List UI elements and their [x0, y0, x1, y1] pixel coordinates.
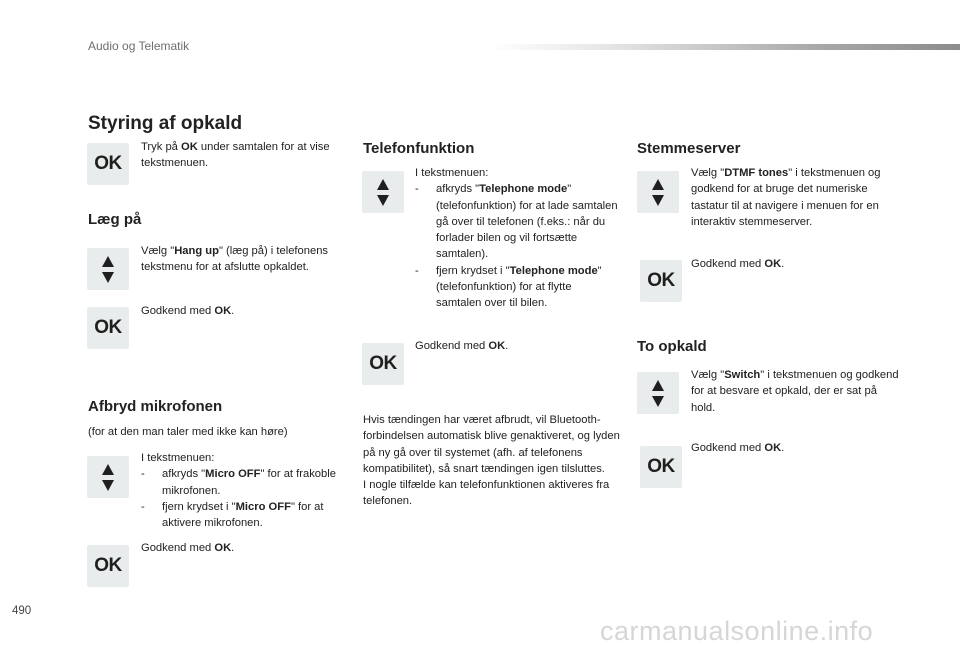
mute-heading: Afbryd mikrofonen	[88, 398, 223, 415]
phone-mode-menu	[415, 165, 620, 312]
ok-button: OK	[87, 143, 129, 185]
ok-button: OK	[640, 446, 682, 488]
list-item: - fjern krydset i "Telephone mode" (telefonfunktion) for at flytte samtalen over til bilen.	[415, 264, 602, 310]
hangup-text: Vælg "Hang up" (læg på) i telefonens tekstmenu for at afslutte opkaldet.	[141, 245, 329, 274]
two-calls-confirm: Godkend med OK.	[691, 442, 785, 454]
up-down-arrows-icon	[87, 456, 129, 498]
arrow-down-icon	[377, 195, 389, 206]
mute-note: (for at den man taler med ikke kan høre)	[88, 426, 288, 438]
ok-button: OK	[362, 343, 404, 385]
page-number: 490	[12, 605, 32, 617]
list-item: - afkryds "Telephone mode" (telefonfunktion) for at lade samtalen gå over til telefonen (f.eks.: når du forlader bilen og vil fortsætte samtalen).	[415, 183, 618, 261]
arrow-up-icon	[652, 179, 664, 190]
arrow-down-icon	[102, 272, 114, 283]
up-down-arrows-icon	[637, 171, 679, 213]
arrow-down-icon	[652, 195, 664, 206]
list-item: - afkryds "Micro OFF" for at frakoble mikrofonen.	[141, 468, 336, 497]
ok-button: OK	[87, 545, 129, 587]
two-calls-text: Vælg "Switch" i tekstmenuen og godkend for at besvare et opkald, der er sat på hold.	[691, 369, 899, 414]
two-calls-heading: To opkald	[637, 338, 707, 355]
list-item: - fjern krydset i "Micro OFF" for at aktivere mikrofonen.	[141, 500, 324, 530]
hangup-confirm: Godkend med OK.	[141, 305, 235, 317]
hangup-heading: Læg på	[88, 211, 142, 228]
ignition-note: Hvis tændingen har været afbrudt, vil Bluetooth-forbindelsen automatisk blive genaktiveret, og lyden på ny gå over til systemet (afh. af telefonens kompatibilitet), så snart tændingen igen tilsluttes. I nogle tilfælde kan telefonfunktionen aktiveres fra telefonen.	[363, 414, 620, 508]
phone-mode-heading: Telefonfunktion	[363, 140, 475, 157]
voicemail-heading: Stemmeserver	[637, 140, 741, 157]
page-title: Styring af opkald	[88, 113, 243, 134]
mute-menu-intro: I tekstmenuen:	[141, 452, 215, 464]
arrow-up-icon	[102, 256, 114, 267]
watermark: carmanualsonline.info	[600, 616, 874, 646]
phone-mode-menu-intro: I tekstmenuen:	[415, 167, 489, 179]
up-down-arrows-icon	[362, 171, 404, 213]
arrow-up-icon	[102, 464, 114, 475]
mute-menu	[141, 450, 349, 531]
ok-button: OK	[87, 307, 129, 349]
ok-button: OK	[640, 260, 682, 302]
intro-text: Tryk på OK under samtalen for at vise tekstmenuen.	[141, 141, 330, 170]
header-gradient-bar	[490, 44, 960, 50]
mute-confirm: Godkend med OK.	[141, 542, 235, 554]
phone-mode-confirm: Godkend med OK.	[415, 340, 509, 352]
up-down-arrows-icon	[87, 248, 129, 290]
arrow-down-icon	[652, 396, 664, 407]
arrow-up-icon	[652, 380, 664, 391]
voicemail-confirm: Godkend med OK.	[691, 258, 785, 270]
voicemail-text: Vælg "DTMF tones" i tekstmenuen og godkend for at bruge det numeriske tastatur til at navigere i menuen for en interaktiv stemmeserver.	[691, 167, 881, 228]
arrow-up-icon	[377, 179, 389, 190]
up-down-arrows-icon	[637, 372, 679, 414]
section-header: Audio og Telematik	[88, 39, 190, 53]
arrow-down-icon	[102, 480, 114, 491]
